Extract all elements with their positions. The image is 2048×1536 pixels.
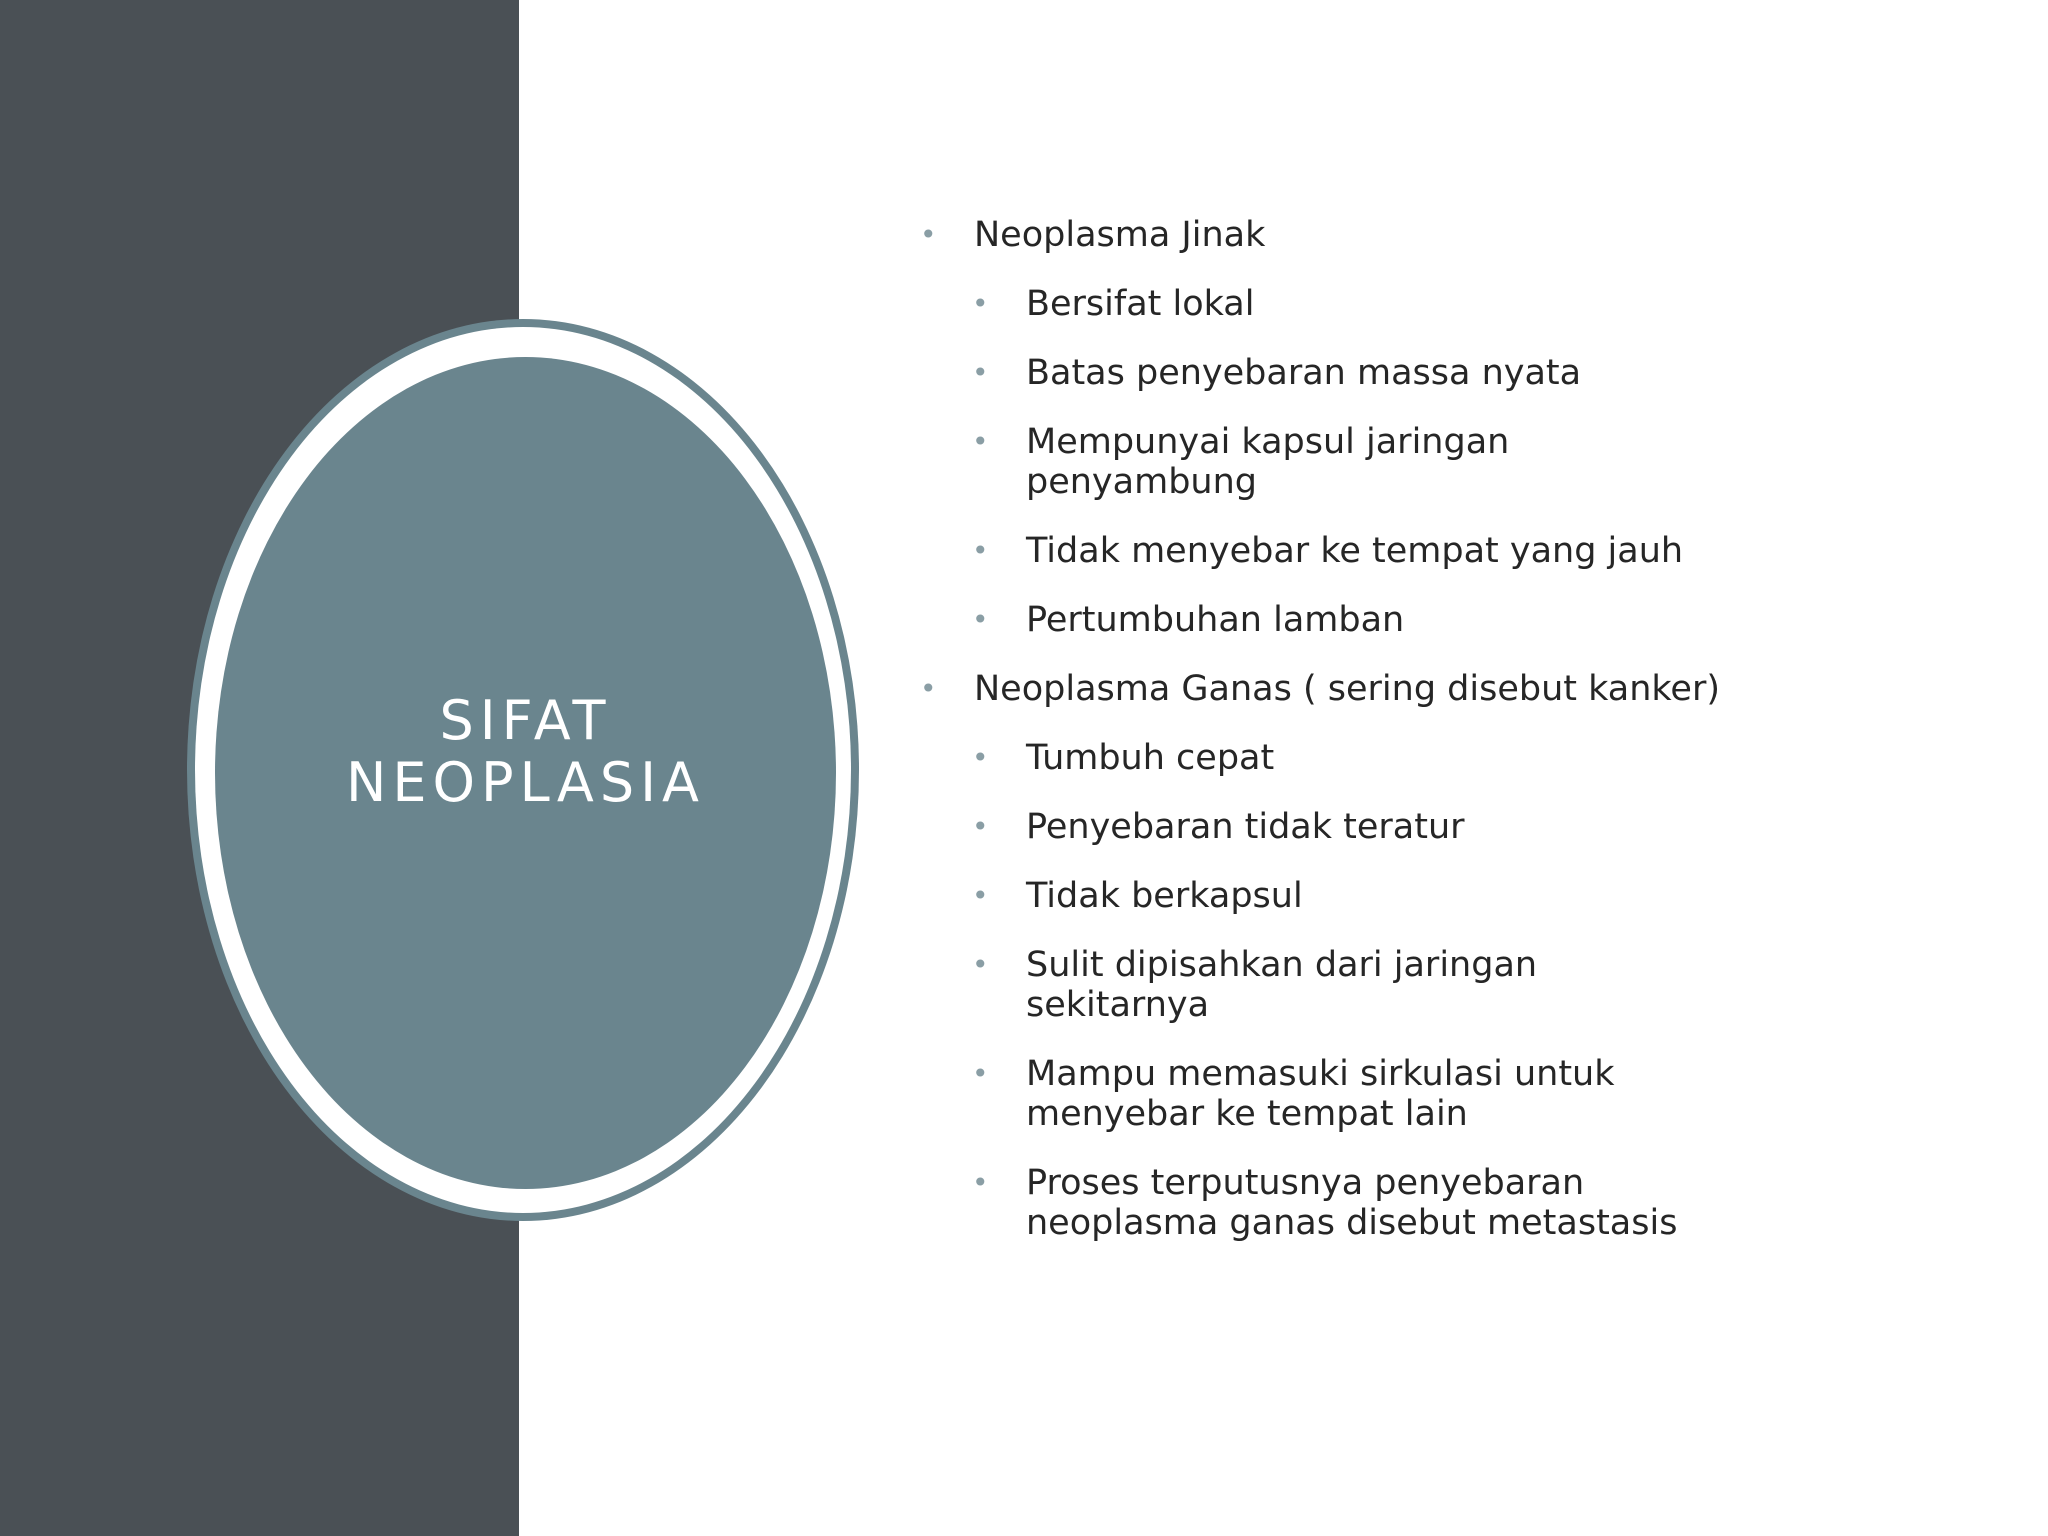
- benign-item-4: • Tidak menyebar ke tempat yang jauh: [920, 531, 1726, 571]
- malignant-item-4: • Sulit dipisahkan dari jaringan sekitarnya: [920, 945, 1726, 1025]
- benign-item-2: • Batas penyebaran massa nyata: [920, 353, 1726, 393]
- benign-item-5: • Pertumbuhan lamban: [920, 600, 1726, 640]
- benign-heading: • Neoplasma Jinak: [920, 215, 1880, 255]
- benign-item-3: • Mempunyai kapsul jaringan penyambung: [920, 422, 1726, 502]
- malignant-heading: • Neoplasma Ganas ( sering disebut kanker): [920, 669, 1880, 709]
- slide-title-line-2: NEOPLASIA: [346, 751, 705, 814]
- benign-item-1: • Bersifat lokal: [920, 284, 1726, 324]
- malignant-item-5: • Mampu memasuki sirkulasi untuk menyebar ke tempat lain: [920, 1054, 1726, 1134]
- malignant-item-2: • Penyebaran tidak teratur: [920, 807, 1726, 847]
- malignant-item-3: • Tidak berkapsul: [920, 876, 1726, 916]
- malignant-item-6: • Proses terputusnya penyebaran neoplasma ganas disebut metastasis: [920, 1163, 1726, 1243]
- slide-title: [215, 690, 836, 814]
- bullet-list: [920, 215, 1880, 1272]
- slide-title-line-1: SIFAT: [439, 689, 612, 752]
- malignant-item-1: • Tumbuh cepat: [920, 738, 1726, 778]
